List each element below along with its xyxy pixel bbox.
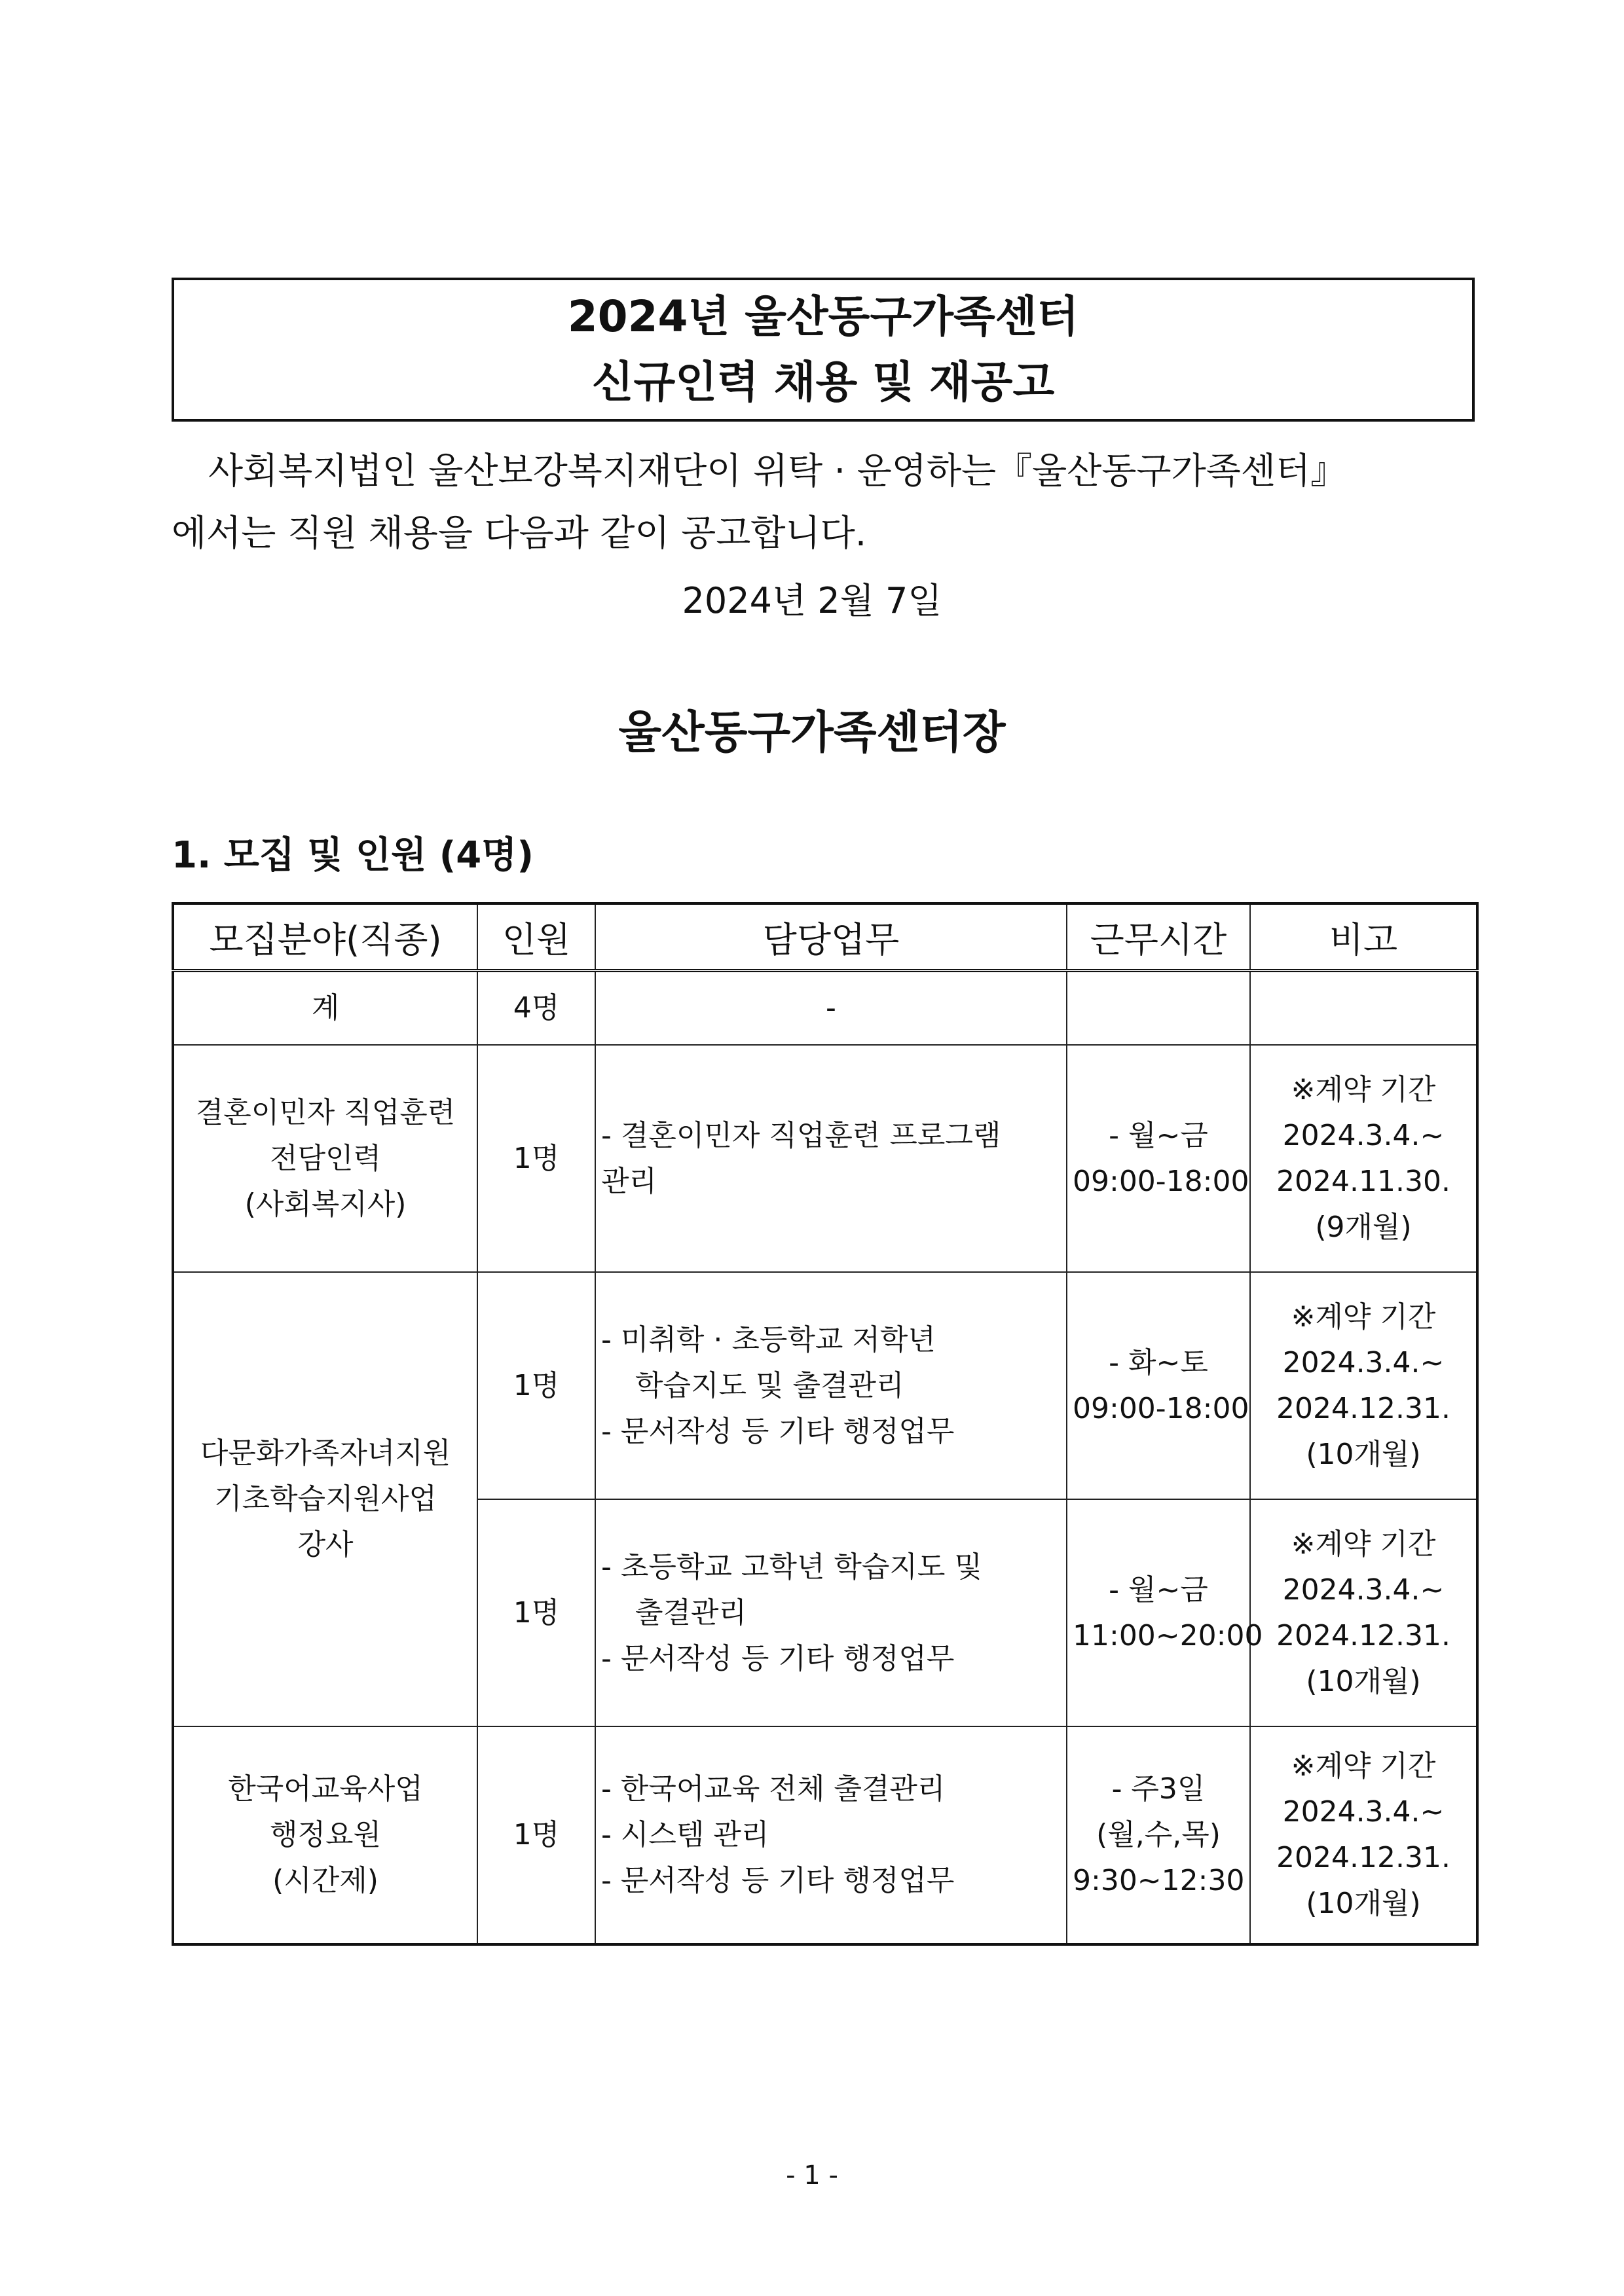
- row-count: 1명: [477, 1726, 595, 1944]
- signer: 울산동구가족센터장: [618, 707, 1006, 759]
- page-number: - 1 -: [786, 2160, 838, 2191]
- row-count: 1명: [477, 1272, 595, 1499]
- table-row: [173, 1045, 1477, 1272]
- total-hours: [1067, 971, 1250, 1046]
- row-duty: - 초등학교 고학년 학습지도 및 출결관리 - 문서작성 등 기타 행정업무: [595, 1499, 1067, 1726]
- notice-date: 2024년 2월 7일: [682, 580, 942, 621]
- notice-title-box: [172, 278, 1475, 422]
- row-field-merged: 다문화가족자녀지원 기초학습지원사업 강사: [173, 1272, 477, 1726]
- intro-line1: 사회복지법인 울산보강복지재단이 위탁 · 운영하는『울산동구가족센터』: [208, 450, 1347, 492]
- row-note: ※계약 기간 2024.3.4.~ 2024.12.31. (10개월): [1250, 1726, 1477, 1944]
- row-duty: - 한국어교육 전체 출결관리 - 시스템 관리 - 문서작성 등 기타 행정업무: [595, 1726, 1067, 1944]
- total-note: [1250, 971, 1477, 1046]
- row-note: ※계약 기간 2024.3.4.~ 2024.12.31. (10개월): [1250, 1499, 1477, 1726]
- header-duty: 담당업무: [595, 903, 1067, 971]
- row-field: 한국어교육사업 행정요원 (시간제): [173, 1726, 477, 1944]
- total-duty: -: [595, 971, 1067, 1046]
- row-count: 1명: [477, 1499, 595, 1726]
- header-hours: 근무시간: [1067, 903, 1250, 971]
- header-count: 인원: [477, 903, 595, 971]
- row-count: 1명: [477, 1045, 595, 1272]
- intro-line2: 에서는 직원 채용을 다음과 같이 공고합니다.: [172, 512, 867, 554]
- table-row-total: [173, 971, 1477, 1046]
- section-heading: 1. 모집 및 인원 (4명): [172, 834, 534, 877]
- recruitment-table: [172, 902, 1479, 1946]
- header-field: 모집분야(직종): [173, 903, 477, 971]
- table-row: [173, 1272, 1477, 1499]
- header-note: 비고: [1250, 903, 1477, 971]
- row-hours: - 주3일 (월,수,목) 9:30~12:30: [1067, 1726, 1250, 1944]
- row-hours: - 월~금 11:00~20:00: [1067, 1499, 1250, 1726]
- row-field: 결혼이민자 직업훈련 전담인력 (사회복지사): [173, 1045, 477, 1272]
- row-note: ※계약 기간 2024.3.4.~ 2024.12.31. (10개월): [1250, 1272, 1477, 1499]
- row-duty: - 미취학 · 초등학교 저학년 학습지도 및 출결관리 - 문서작성 등 기타 행정업무: [595, 1272, 1067, 1499]
- table-row: [173, 1726, 1477, 1944]
- total-count: 4명: [477, 971, 595, 1046]
- row-hours: - 화~토 09:00-18:00: [1067, 1272, 1250, 1499]
- notice-title-line1: 2024년 울산동구가족센터: [567, 291, 1079, 342]
- row-note: ※계약 기간 2024.3.4.~ 2024.11.30. (9개월): [1250, 1045, 1477, 1272]
- table-header-row: [173, 903, 1477, 971]
- row-duty: - 결혼이민자 직업훈련 프로그램 관리: [595, 1045, 1067, 1272]
- notice-title-line2: 신규인력 채용 및 재공고: [591, 357, 1055, 407]
- row-hours: - 월~금 09:00-18:00: [1067, 1045, 1250, 1272]
- total-field: 계: [173, 971, 477, 1046]
